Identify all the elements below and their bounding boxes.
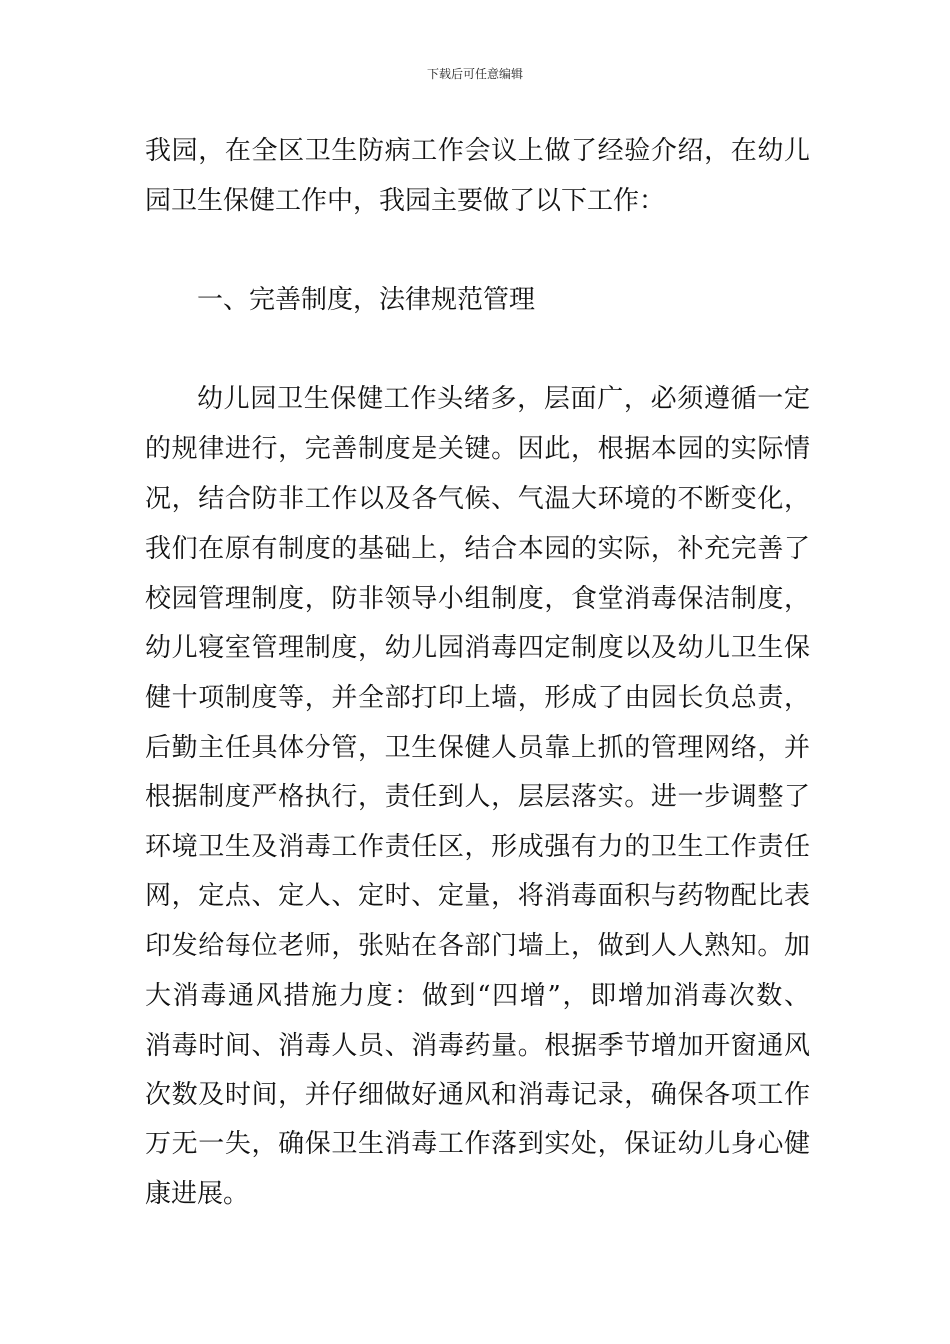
body-line-2: 的规律进行，完善制度是关键。因此，根据本园的实际情	[145, 434, 810, 464]
body-line-10: 环境卫生及消毒工作责任区，形成强有力的卫生工作责任	[145, 832, 810, 862]
body-line-15: 次数及时间，并仔细做好通风和消毒记录，确保各项工作	[145, 1080, 810, 1110]
body-line-17: 康进展。	[145, 1179, 250, 1209]
body-line-8: 后勤主任具体分管，卫生保健人员靠上抓的管理网络，并	[145, 733, 810, 763]
body-line-3: 况，结合防非工作以及各气候、气温大环境的不断变化，	[145, 484, 810, 514]
section-heading: 一、完善制度，法律规范管理	[197, 285, 536, 315]
body-line-1: 幼儿园卫生保健工作头绪多，层面广，必须遵循一定	[197, 384, 810, 414]
intro-line-1: 我园，在全区卫生防病工作会议上做了经验介绍，在幼儿	[145, 136, 810, 166]
body-line-4: 我们在原有制度的基础上，结合本园的实际，补充完善了	[145, 534, 810, 564]
body-line-16: 万无一失，确保卫生消毒工作落到实处，保证幼儿身心健	[145, 1129, 810, 1159]
body-line-12: 印发给每位老师，张贴在各部门墙上，做到人人熟知。加	[145, 931, 810, 961]
body-line-13: 大消毒通风措施力度：做到“四增”，即增加消毒次数、	[145, 981, 810, 1011]
intro-line-2: 园卫生保健工作中，我园主要做了以下工作：	[145, 186, 666, 216]
body-line-11: 网，定点、定人、定时、定量，将消毒面积与药物配比表	[145, 881, 810, 911]
body-line-6: 幼儿寝室管理制度，幼儿园消毒四定制度以及幼儿卫生保	[145, 633, 810, 663]
body-line-5: 校园管理制度，防非领导小组制度，食堂消毒保洁制度，	[145, 584, 810, 614]
body-line-7: 健十项制度等，并全部打印上墙，形成了由园长负总责，	[145, 683, 810, 713]
page-header: 下载后可任意编辑	[426, 67, 523, 81]
body-line-9: 根据制度严格执行，责任到人，层层落实。进一步调整了	[145, 782, 810, 812]
body-line-14: 消毒时间、消毒人员、消毒药量。根据季节增加开窗通风	[145, 1031, 810, 1061]
